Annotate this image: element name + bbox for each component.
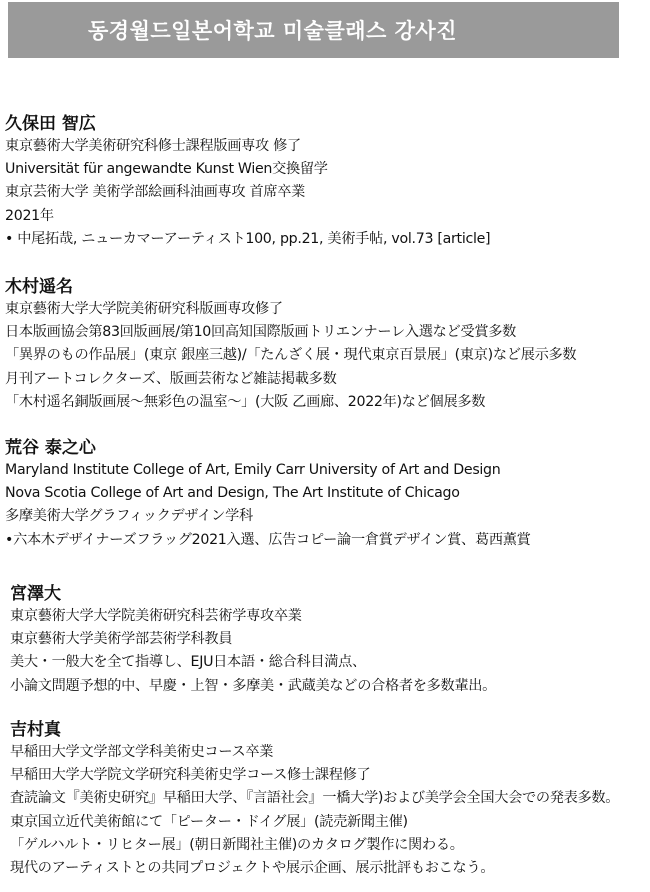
bio-line: 査読論文『美術史研究』早稲田大学、『言語社会』一橋大学)および美学会全国大会での発表多数。 <box>10 790 620 807</box>
bio-line: 「ゲルハルト・リヒター展」(朝日新聞社主催)のカタログ製作に関わる。 <box>10 836 464 853</box>
bio-line: 東京藝術大学美術研究科修士課程版画専攻 修了 <box>5 138 301 154</box>
bio-line: 早稲田大学文学部文学科美術史コース卒業 <box>10 744 274 760</box>
page-title: 동경월드일본어학교 미술클래스 강사진 <box>88 19 457 43</box>
bio-line: 東京藝術大学美術学部芸術学科教員 <box>10 631 233 648</box>
instructor-kubota <box>5 113 645 251</box>
instructor-name: 久保田 智広 <box>5 114 96 134</box>
bio-line: 東京芸術大学 美術学部絵画科油画専攻 首席卒業 <box>5 184 306 201</box>
bio-line: 東京藝術大学大学院美術研究科版画専攻修了 <box>5 301 283 317</box>
bio-line: 美大・一般大を全て指導し、EJU日本語・総合科目満点、 <box>10 654 366 671</box>
instructor-name: 荒谷 泰之心 <box>5 438 96 458</box>
bio-line: 多摩美術大学グラフィックデザイン学科 <box>5 508 253 525</box>
bio-line: 「木村遥名銅版画展〜無彩色の温室〜」(大阪 乙画廊、2022年)など個展多数 <box>5 393 486 410</box>
instructor-name: 木村遥名 <box>5 277 73 297</box>
instructor-name: 吉村真 <box>10 720 61 740</box>
bio-line: 早稲田大学大学院文学研究科美術史学コース修士課程修了 <box>10 767 371 784</box>
instructor-miyazawa <box>10 583 650 698</box>
bio-line: 東京藝術大学大学院美術研究科芸術学専攻卒業 <box>10 608 302 624</box>
instructor-kimura <box>5 276 645 414</box>
bio-line: 2021年 <box>5 207 54 224</box>
bio-line: Maryland Institute College of Art, Emily Carr University of Art and Design <box>5 462 501 478</box>
instructor-yoshimura <box>10 719 650 880</box>
bio-line: 現代のアーティストとの共同プロジェクトや展示企画、展示批評もおこなう。 <box>10 860 495 877</box>
instructor-araya <box>5 437 645 552</box>
instructor-name: 宮澤大 <box>10 584 61 604</box>
bio-line: 東京国立近代美術館にて「ピーター・ドイグ展」(読売新聞主催) <box>10 813 408 830</box>
bio-line: 小論文問題予想的中、早慶・上智・多摩美・武蔵美などの合格者を多数輩出。 <box>10 677 497 694</box>
bio-line: 「異界のもの作品展」(東京 銀座三越)/「たんざく展・現代東京百景展」(東京)など展示多数 <box>5 347 577 364</box>
bio-line: Universität für angewandte Kunst Wien交換留学 <box>5 161 328 178</box>
bio-line: • 中尾拓哉, ニューカマーアーティスト100, pp.21, 美術手帖, vol.73 [article] <box>5 230 491 247</box>
header-banner <box>8 2 619 58</box>
bio-line: 日本版画協会第83回版画展/第10回高知国際版画トリエンナーレ入選など受賞多数 <box>5 324 516 341</box>
bio-line: Nova Scotia College of Art and Design, The Art Institute of Chicago <box>5 485 460 502</box>
bio-line: •六本木デザイナーズフラッグ2021入選、広告コピー論一倉賞デザイン賞、葛西薫賞 <box>5 531 531 548</box>
bio-line: 月刊アートコレクターズ、版画芸術など雑誌掲載多数 <box>5 370 337 387</box>
